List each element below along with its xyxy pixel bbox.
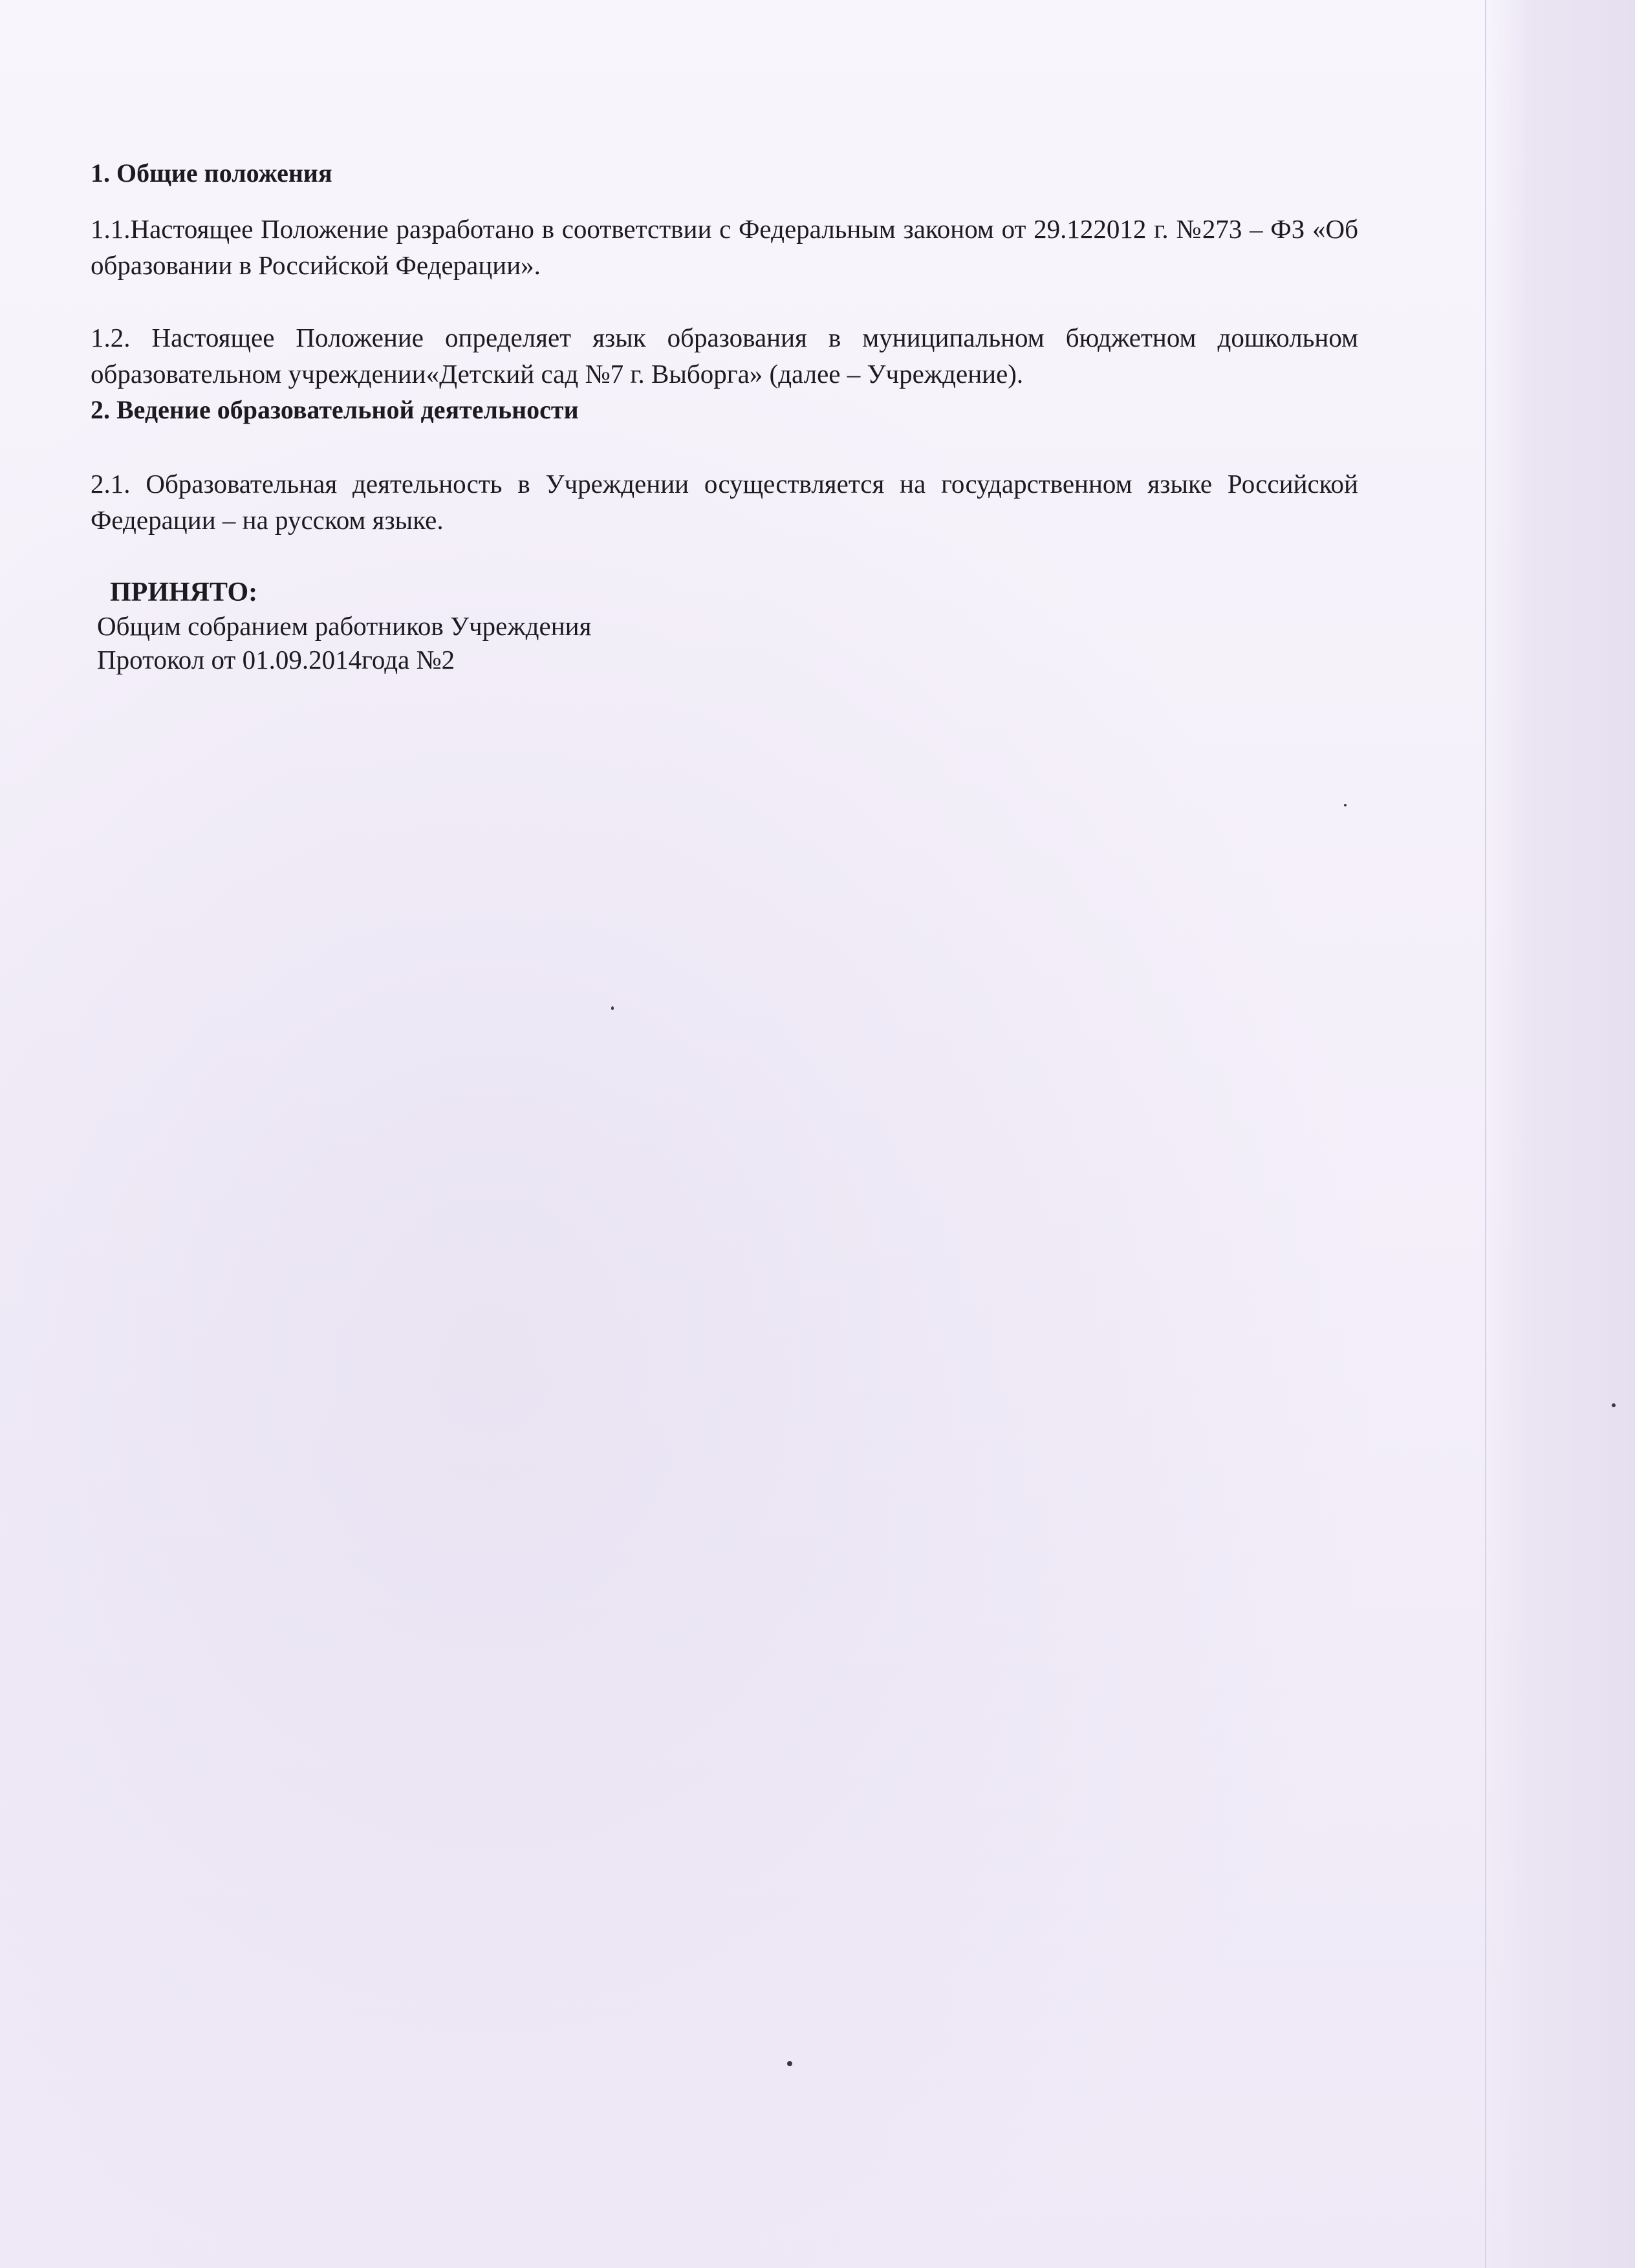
- section-2-heading: 2. Ведение образовательной деятельности: [91, 395, 579, 424]
- paragraph-1-1: 1.1.Настоящее Положение разработано в соответствии с Федеральным законом от 29.122012 г. №273 – ФЗ «Об образовании в Российской Федерации».: [91, 214, 1358, 280]
- scan-speck: [787, 2061, 792, 2066]
- scan-speck: [611, 1006, 614, 1010]
- section-1-heading: 1. Общие положения: [91, 158, 332, 188]
- page-edge-shadow: [1485, 0, 1635, 2268]
- paragraph-1-2: 1.2. Настоящее Положение определяет язык образования в муниципальном бюджетном дошкольном образовательном учреждении«Детский сад №7 г. Выборга» (далее – Учреждение).: [91, 323, 1358, 389]
- accepted-block: [97, 576, 1358, 676]
- paragraph-2-1: 2.1. Образовательная деятельность в Учреждении осуществляется на государственном языке Российской Федерации – на русском языке.: [91, 469, 1358, 535]
- document-body: [91, 155, 1358, 676]
- scan-speck: [1612, 1403, 1616, 1407]
- accepted-title: ПРИНЯТО:: [110, 578, 258, 607]
- accepted-by-line: Общим собранием работников Учреждения: [97, 611, 592, 641]
- protocol-line: Протокол от 01.09.2014года №2: [97, 645, 455, 675]
- scan-speck: [1344, 804, 1347, 806]
